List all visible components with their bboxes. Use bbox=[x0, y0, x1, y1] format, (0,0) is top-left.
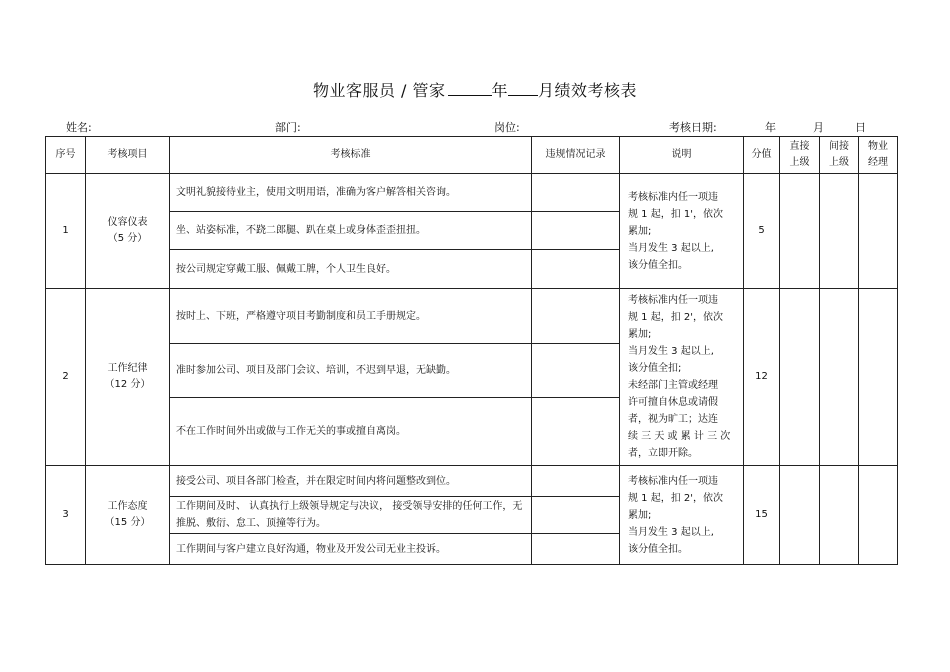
criteria-cell: 不在工作时间外出或做与工作无关的事或擅自离岗。 bbox=[170, 398, 532, 466]
header-indirect-superior: 间接 上级 bbox=[820, 137, 859, 174]
criteria-cell: 按时上、下班，严格遵守项目考勤制度和员工手册规定。 bbox=[170, 289, 532, 344]
indirect-superior-cell[interactable] bbox=[820, 174, 859, 289]
score-cell: 5 bbox=[744, 174, 780, 289]
post-label: 岗位: bbox=[494, 121, 520, 134]
score-cell: 15 bbox=[744, 466, 780, 565]
indirect-superior-cell[interactable] bbox=[820, 466, 859, 565]
form-title bbox=[0, 78, 950, 101]
violation-cell[interactable] bbox=[532, 289, 620, 344]
table-row bbox=[46, 174, 898, 212]
header-score: 分值 bbox=[744, 137, 780, 174]
month-blank[interactable] bbox=[508, 81, 538, 96]
violation-cell[interactable] bbox=[532, 212, 620, 250]
name-label: 姓名: bbox=[66, 121, 92, 134]
date-month: 月 bbox=[813, 121, 824, 134]
dept-label: 部门: bbox=[275, 121, 301, 134]
violation-cell[interactable] bbox=[532, 497, 620, 534]
direct-superior-cell[interactable] bbox=[780, 289, 820, 466]
criteria-cell: 坐、站姿标准，不跷二郎腿、趴在桌上或身体歪歪扭扭。 bbox=[170, 212, 532, 250]
criteria-cell: 文明礼貌接待业主，使用文明用语，准确为客户解答相关咨询。 bbox=[170, 174, 532, 212]
violation-cell[interactable] bbox=[532, 174, 620, 212]
date-year: 年 bbox=[765, 121, 776, 134]
header-direct-superior: 直接 上级 bbox=[780, 137, 820, 174]
row-seq: 1 bbox=[46, 174, 86, 289]
violation-cell[interactable] bbox=[532, 398, 620, 466]
title-part-1: 物业客服员 / 管家 bbox=[312, 81, 446, 100]
header-row bbox=[46, 137, 898, 174]
header-seq: 序号 bbox=[46, 137, 86, 174]
table-row bbox=[46, 289, 898, 344]
row-seq: 2 bbox=[46, 289, 86, 466]
score-cell: 12 bbox=[744, 289, 780, 466]
header-property-manager: 物业 经理 bbox=[859, 137, 898, 174]
criteria-cell: 按公司规定穿戴工服、佩戴工牌，个人卫生良好。 bbox=[170, 250, 532, 289]
direct-superior-cell[interactable] bbox=[780, 466, 820, 565]
table-row bbox=[46, 466, 898, 497]
header-criteria: 考核标准 bbox=[170, 137, 532, 174]
year-blank[interactable] bbox=[448, 81, 492, 96]
violation-cell[interactable] bbox=[532, 344, 620, 398]
direct-superior-cell[interactable] bbox=[780, 174, 820, 289]
criteria-cell: 工作期间及时、 认真执行上级领导规定与决议， 接受领导安排的任何工作，无推脱、敷衍、怠工、顶撞等行为。 bbox=[170, 497, 532, 534]
manager-cell[interactable] bbox=[859, 174, 898, 289]
header-note: 说明 bbox=[620, 137, 744, 174]
criteria-cell: 准时参加公司、项目及部门会议、培训，不迟到早退，无缺勤。 bbox=[170, 344, 532, 398]
header-item: 考核项目 bbox=[86, 137, 170, 174]
row-item: 仪容仪表 （5 分） bbox=[86, 174, 170, 289]
note-cell: 考核标准内任一项违 规 1 起，扣 2'，依次 累加; 当月发生 3 起以上, 该分值全扣。 bbox=[620, 466, 744, 565]
title-part-2: 年 bbox=[491, 81, 509, 100]
manager-cell[interactable] bbox=[859, 466, 898, 565]
row-item: 工作态度 （15 分） bbox=[86, 466, 170, 565]
row-seq: 3 bbox=[46, 466, 86, 565]
row-item: 工作纪律 （12 分） bbox=[86, 289, 170, 466]
header-violation: 违规情况记录 bbox=[532, 137, 620, 174]
violation-cell[interactable] bbox=[532, 466, 620, 497]
date-label: 考核日期: bbox=[669, 121, 717, 134]
date-day: 日 bbox=[855, 121, 866, 134]
indirect-superior-cell[interactable] bbox=[820, 289, 859, 466]
violation-cell[interactable] bbox=[532, 534, 620, 565]
violation-cell[interactable] bbox=[532, 250, 620, 289]
note-cell: 考核标准内任一项违 规 1 起，扣 1'，依次 累加; 当月发生 3 起以上, 该分值全扣。 bbox=[620, 174, 744, 289]
note-cell: 考核标准内任一项违 规 1 起，扣 2'，依次 累加; 当月发生 3 起以上, 该分值全扣; 未经部门主管或经理 许可擅自休息或请假 者，视为旷工；达连 续 三 天 或 累 计 三 次 者，立即开除。 bbox=[620, 289, 744, 466]
manager-cell[interactable] bbox=[859, 289, 898, 466]
title-part-3: 月绩效考核表 bbox=[538, 81, 638, 100]
criteria-cell: 接受公司、项目各部门检查，并在限定时间内将问题整改到位。 bbox=[170, 466, 532, 497]
criteria-cell: 工作期间与客户建立良好沟通，物业及开发公司无业主投诉。 bbox=[170, 534, 532, 565]
evaluation-table bbox=[45, 136, 898, 565]
